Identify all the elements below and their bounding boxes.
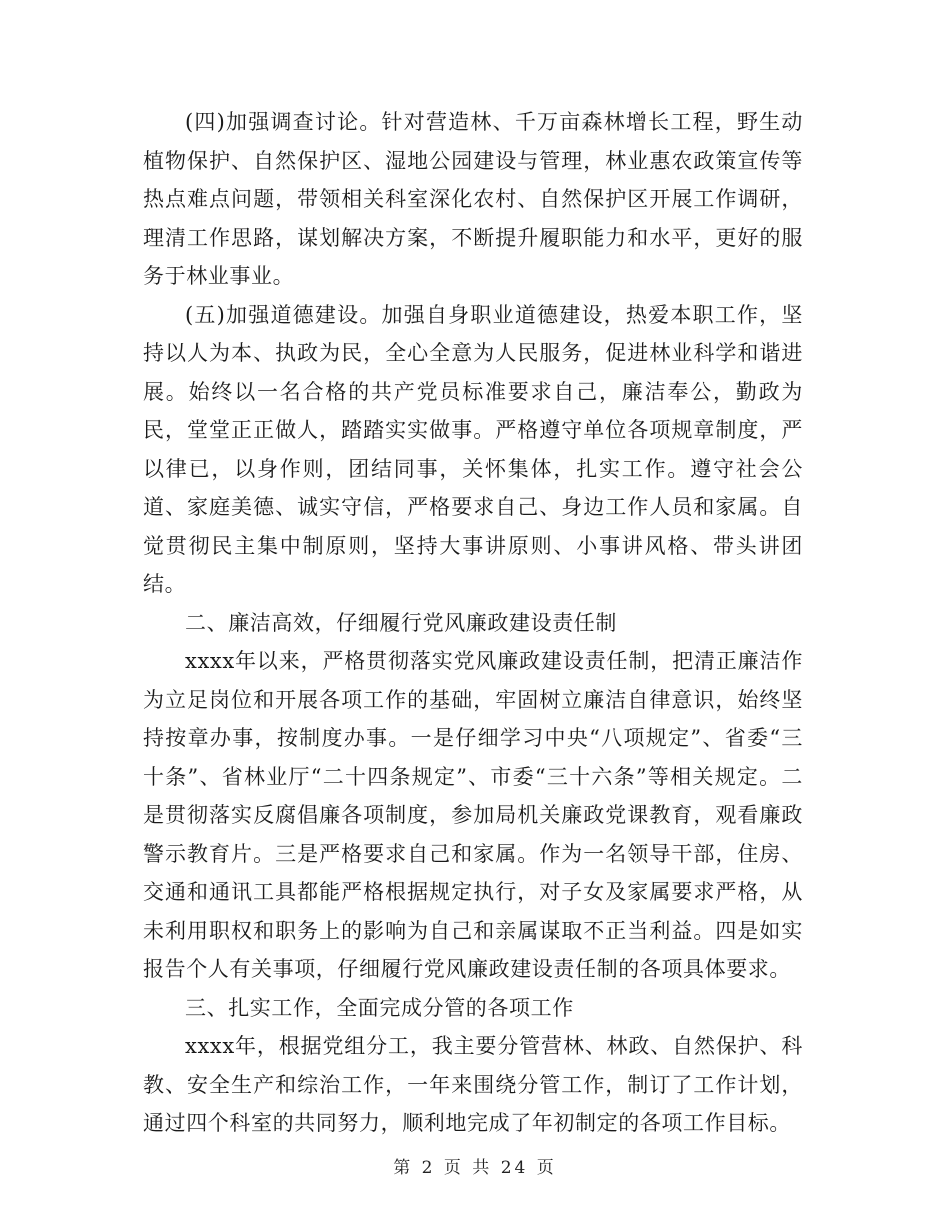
paragraph-integrity: xxxx年以来，严格贯彻落实党风廉政建设责任制，把清正廉洁作为立足岗位和开展各项工作的基础，牢固树立廉洁自律意识，始终坚持按章办事，按制度办事。一是仔细学习中央“八项规定”、省委“三十条”、省林业厅“二十四条规定”、市委“三十六条”等相关规定。二是贯彻落实反腐倡廉各项制度，参加局机关廉政党课教育，观看廉政警示教育片。三是严格要求自己和家属。作为一名领导干部，住房、交通和通讯工具都能严格根据规定执行，对子女及家属要求严格，从未利用职权和职务上的影响为自己和亲属谋取不正当利益。四是如实报告个人有关事项，仔细履行党风廉政建设责任制的各项具体要求。 bbox=[143, 649, 803, 981]
section-heading-work: 三、扎实工作，全面完成分管的各项工作 bbox=[185, 995, 574, 1020]
paragraph-ethics: (五)加强道德建设。加强自身职业道德建设，热爱本职工作，坚持以人为本、执政为民，全心全意为人民服务，促进林业科学和谐进展。始终以一名合格的共产党员标准要求自己，廉洁奉公，勤政为民，堂堂正正做人，踏踏实实做事。严格遵守单位各项规章制度，严以律已，以身作则，团结同事，关怀集体，扎实工作。遵守社会公道、家庭美德、诚实守信，严格要求自己、身边工作人员和家属。自觉贯彻民主集中制原则，坚持大事讲原则、小事讲风格、带头讲团结。 bbox=[143, 302, 803, 596]
paragraph-investigation: (四)加强调查讨论。针对营造林、千万亩森林增长工程，野生动植物保护、自然保护区、湿地公园建设与管理，林业惠农政策宣传等热点难点问题，带领相关科室深化农村、自然保护区开展工作调研，理清工作思路，谋划解决方案，不断提升履职能力和水平，更好的服务于林业事业。 bbox=[143, 110, 803, 288]
page-number-footer: 第 2 页 共 24 页 bbox=[393, 1158, 557, 1178]
paragraph-work: xxxx年，根据党组分工，我主要分管营林、林政、自然保护、科教、安全生产和综治工作，一年来围绕分管工作，制订了工作计划，通过四个科室的共同努力，顺利地完成了年初制定的各项工作目标。 bbox=[143, 1034, 803, 1135]
document-body bbox=[143, 103, 803, 1143]
section-heading-integrity: 二、廉洁高效，仔细履行党风廉政建设责任制 bbox=[185, 610, 617, 635]
